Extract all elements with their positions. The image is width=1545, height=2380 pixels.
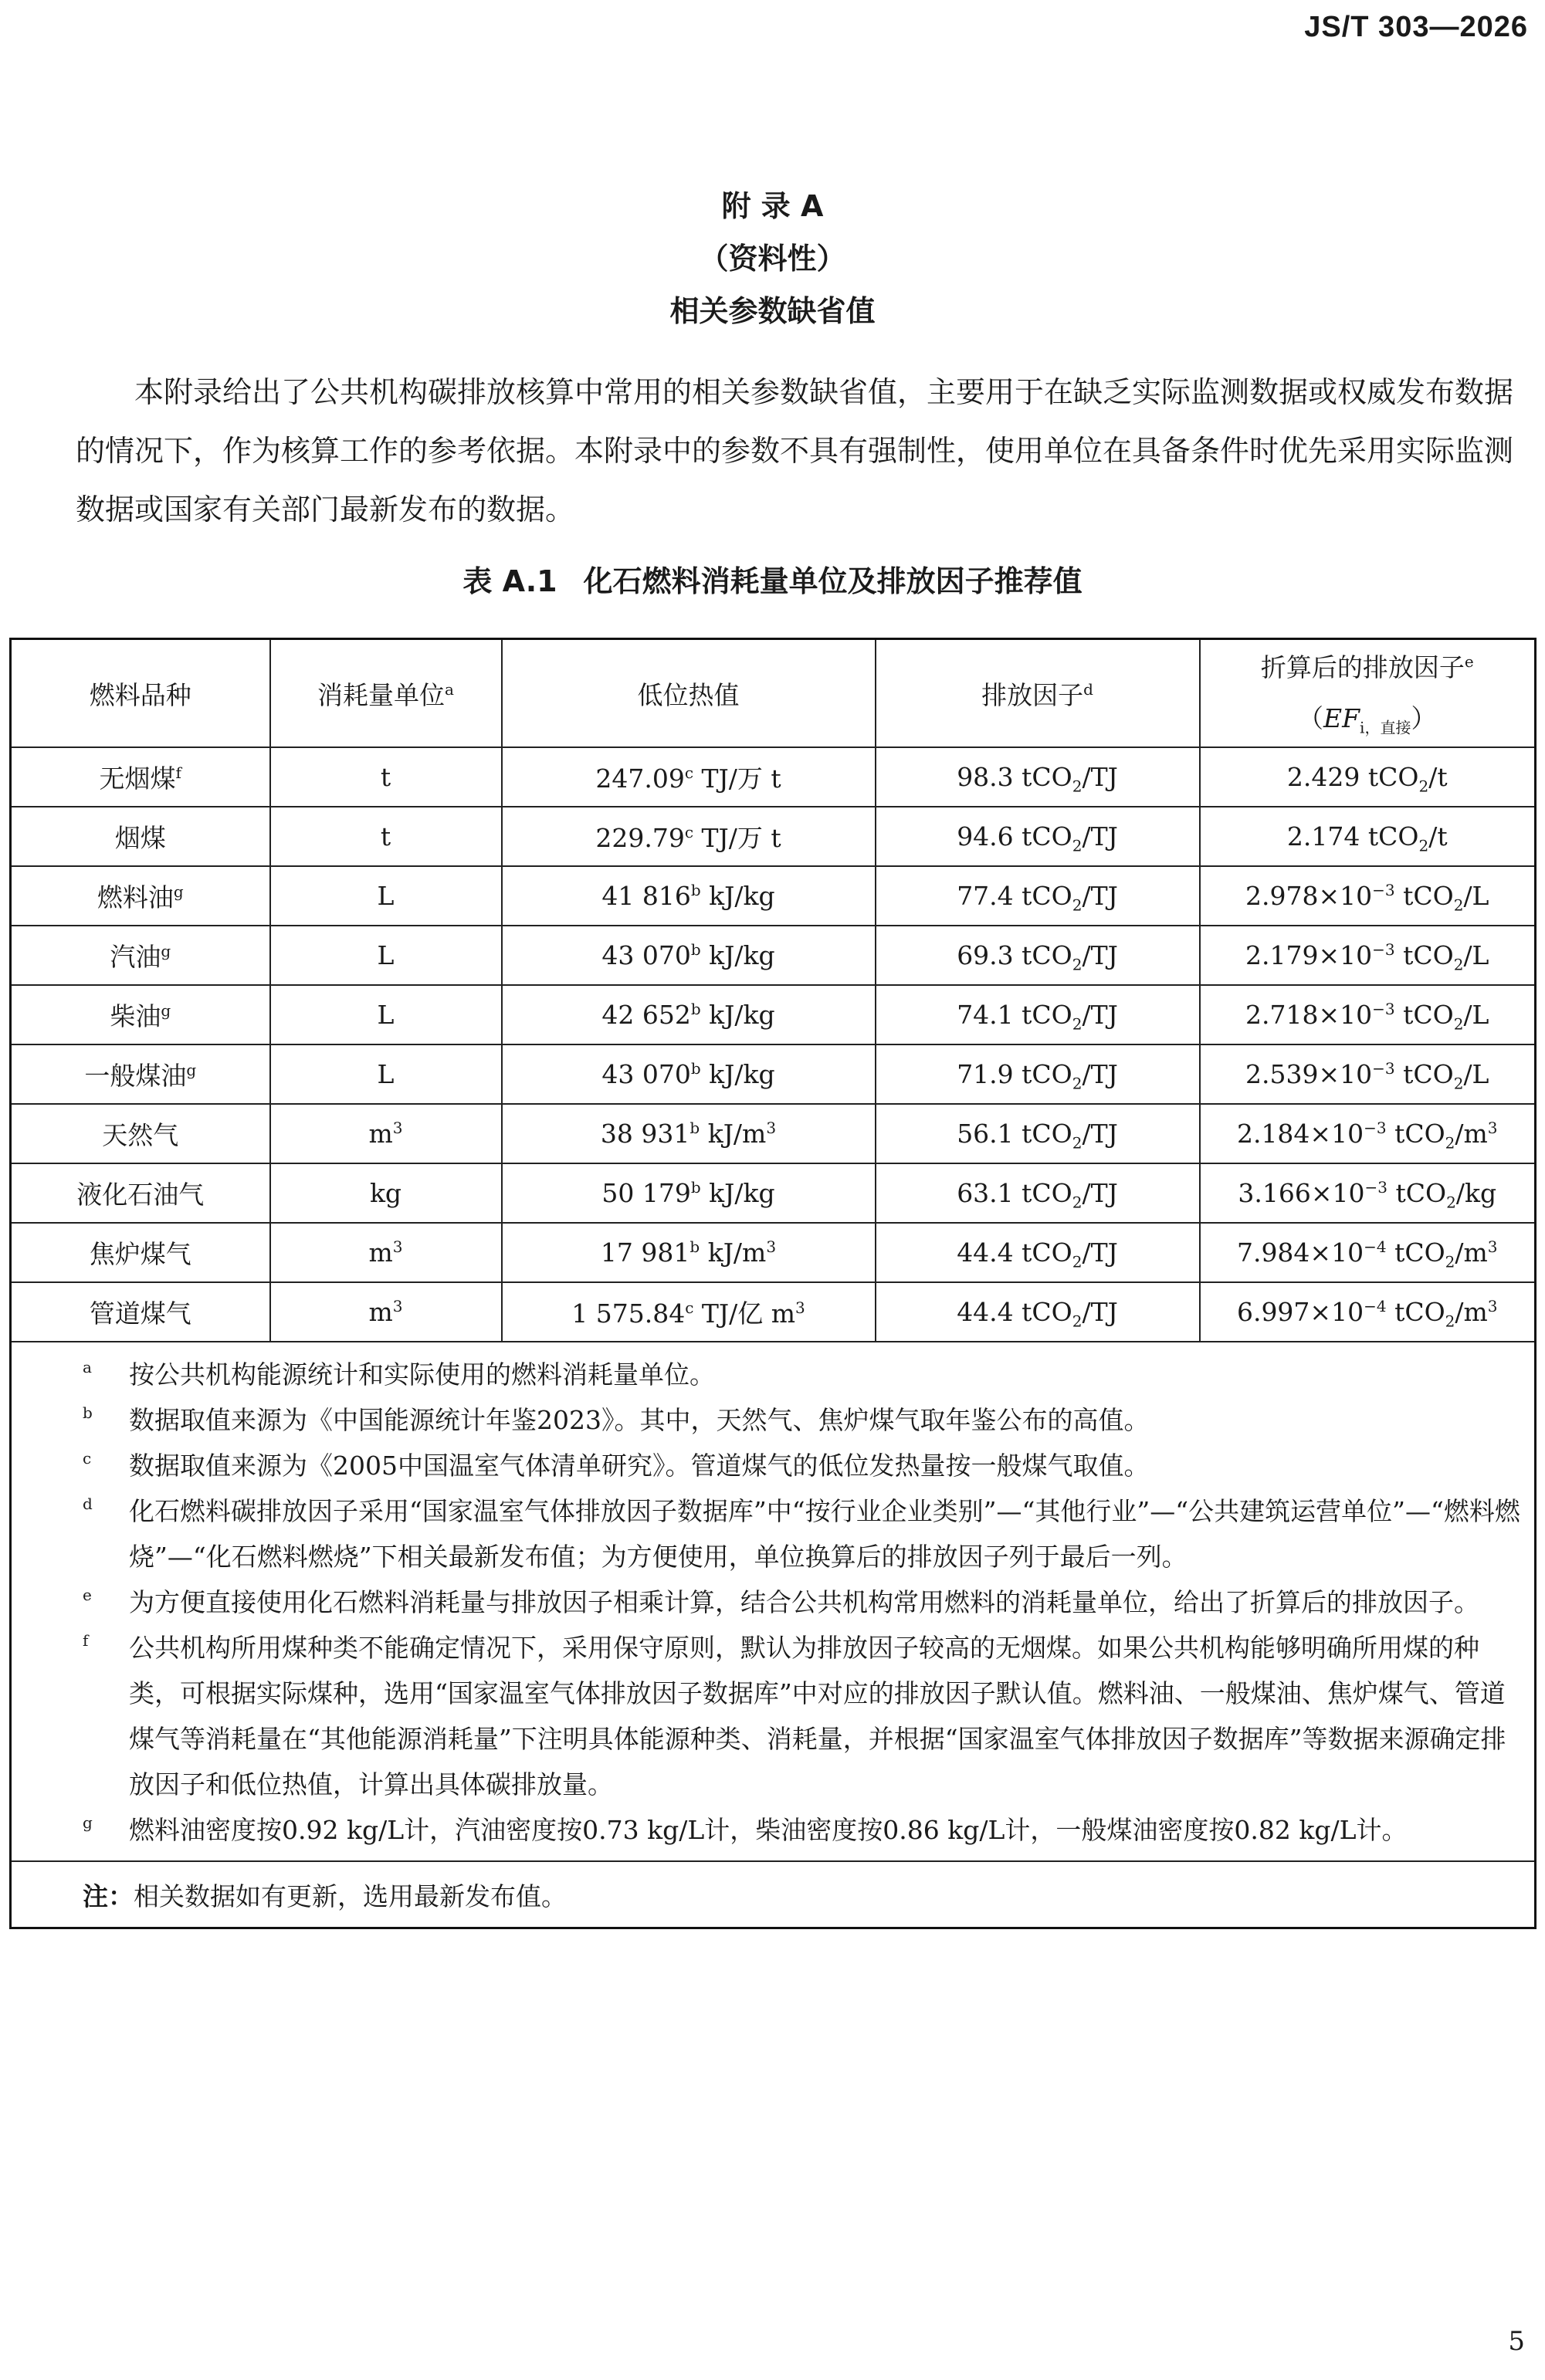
footnote xyxy=(12,1443,1534,1488)
footnote-mark: a xyxy=(83,1358,92,1376)
cell-converted-ef: $2.179\times 10^{-3}$ tCO$_2$/L xyxy=(1200,926,1536,985)
footnote xyxy=(12,1352,1534,1397)
cell-unit: L xyxy=(270,866,502,926)
header-unit: 消耗量单位$^a$ xyxy=(270,639,502,748)
footnote-mark: c xyxy=(83,1449,92,1468)
footnote-text: 数据取值来源为《中国能源统计年鉴2023》。其中，天然气、焦炉煤气取年鉴公布的高值。 xyxy=(129,1405,1150,1435)
cell-fuel: 液化石油气 xyxy=(11,1163,270,1223)
cell-unit: $m^3$ xyxy=(270,1223,502,1282)
appendix-type: （资料性） xyxy=(699,242,846,276)
cell-ncv: 1 575.84$^c$ TJ/亿 $m^3$ xyxy=(502,1282,876,1342)
cell-ef: 69.3 tCO$_2$/TJ xyxy=(876,926,1200,985)
cell-ncv: 43 070$^b$ kJ/kg xyxy=(502,1044,876,1104)
cell-converted-ef: $2.539\times 10^{-3}$ tCO$_2$/L xyxy=(1200,1044,1536,1104)
cell-converted-ef: 2.174 tCO$_2$/t xyxy=(1200,807,1536,866)
cell-unit: $m^3$ xyxy=(270,1282,502,1342)
cell-ef: 56.1 tCO$_2$/TJ xyxy=(876,1104,1200,1163)
cell-unit: t xyxy=(270,747,502,807)
cell-fuel: 燃料油$^g$ xyxy=(11,866,270,926)
cell-converted-ef: $6.997\times 10^{-4}$ $tCO_2/m^3$ xyxy=(1200,1282,1536,1342)
table-row xyxy=(11,747,1536,807)
table-row xyxy=(11,807,1536,866)
table-row xyxy=(11,1163,1536,1223)
footnote-mark: e xyxy=(83,1586,92,1604)
cell-ncv: 17 981$^b$ $kJ/m^3$ xyxy=(502,1223,876,1282)
cell-ef: 63.1 tCO$_2$/TJ xyxy=(876,1163,1200,1223)
cell-fuel: 天然气 xyxy=(11,1104,270,1163)
cell-converted-ef: $7.984\times 10^{-4}$ $tCO_2/m^3$ xyxy=(1200,1223,1536,1282)
cell-ef: 44.4 tCO$_2$/TJ xyxy=(876,1282,1200,1342)
table-row xyxy=(11,985,1536,1044)
footnote-mark: b xyxy=(83,1403,93,1422)
footnote-text: 为方便直接使用化石燃料消耗量与排放因子相乘计算，结合公共机构常用燃料的消耗量单位，给出了折算后的排放因子。 xyxy=(129,1587,1479,1617)
footnote-text: 公共机构所用煤种类不能确定情况下，采用保守原则，默认为排放因子较高的无烟煤。如果公共机构能够明确所用煤的种类，可根据实际煤种，选用“国家温室气体排放因子数据库”中对应的排放因子默认值。燃料油、一般煤油、焦炉煤气、管道煤气等消耗量在“其他能源消耗量”下注明具体能源种类、消耗量，并根据“国家温室气体排放因子数据库”等数据来源确定排放因子和低位热值，计算出具体碳排放量。 xyxy=(129,1633,1506,1799)
table-row xyxy=(11,1282,1536,1342)
cell-ncv: 43 070$^b$ kJ/kg xyxy=(502,926,876,985)
cell-ef: 98.3 tCO$_2$/TJ xyxy=(876,747,1200,807)
header-ncv: 低位热值 xyxy=(502,639,876,748)
note-row xyxy=(11,1861,1536,1928)
cell-ef: 77.4 tCO$_2$/TJ xyxy=(876,866,1200,926)
emission-factor-table xyxy=(9,638,1537,1929)
footnotes-row xyxy=(11,1342,1536,1861)
cell-ncv: 41 816$^b$ kJ/kg xyxy=(502,866,876,926)
table-number: 表 A.1 xyxy=(462,564,557,598)
appendix-subject: 相关参数缺省值 xyxy=(669,294,876,328)
footnote-text: 按公共机构能源统计和实际使用的燃料消耗量单位。 xyxy=(129,1359,715,1390)
cell-ef: 44.4 tCO$_2$/TJ xyxy=(876,1223,1200,1282)
cell-fuel: 汽油$^g$ xyxy=(11,926,270,985)
header-ef: 排放因子$^d$ xyxy=(876,639,1200,748)
cell-fuel: 焦炉煤气 xyxy=(11,1223,270,1282)
cell-ncv: 38 931$^b$ $kJ/m^3$ xyxy=(502,1104,876,1163)
appendix-title: 附 录 A xyxy=(721,189,824,223)
table-row xyxy=(11,866,1536,926)
cell-converted-ef: 2.429 tCO$_2$/t xyxy=(1200,747,1536,807)
cell-unit: $m^3$ xyxy=(270,1104,502,1163)
table-caption xyxy=(0,557,1545,600)
cell-ncv: 229.79$^c$ TJ/万 t xyxy=(502,807,876,866)
header-converted-ef: 折算后的排放因子$^e$ $(EF_{i,直接})$ xyxy=(1200,639,1536,748)
cell-unit: L xyxy=(270,985,502,1044)
cell-ef: 74.1 tCO$_2$/TJ xyxy=(876,985,1200,1044)
footnote xyxy=(12,1807,1534,1853)
intro-paragraph xyxy=(76,363,1527,539)
header-fuel: 燃料品种 xyxy=(11,639,270,748)
footnote-text: 化石燃料碳排放因子采用“国家温室气体排放因子数据库”中“按行业企业类别”—“其他行业”—“公共建筑运营单位”—“燃料燃烧”—“化石燃料燃烧”下相关最新发布值；为方便使用，单位换算后的排放因子列于最后一列。 xyxy=(129,1496,1520,1572)
cell-fuel: 一般煤油$^g$ xyxy=(11,1044,270,1104)
cell-converted-ef: $2.184\times 10^{-3}$ $tCO_2/m^3$ xyxy=(1200,1104,1536,1163)
footnote xyxy=(12,1625,1534,1807)
table-header-row xyxy=(11,639,1536,748)
table-row xyxy=(11,1223,1536,1282)
standard-code: JS/T 303—2026 xyxy=(1304,11,1528,43)
footnote-text: 燃料油密度按0.92 kg/L计，汽油密度按0.73 kg/L计，柴油密度按0.86 kg/L计，一般煤油密度按0.82 kg/L计。 xyxy=(129,1815,1408,1845)
footnote xyxy=(12,1488,1534,1579)
cell-ef: 71.9 tCO$_2$/TJ xyxy=(876,1044,1200,1104)
cell-ncv: 42 652$^b$ kJ/kg xyxy=(502,985,876,1044)
cell-ef: 94.6 tCO$_2$/TJ xyxy=(876,807,1200,866)
footnotes xyxy=(11,1342,1536,1861)
table-row xyxy=(11,1044,1536,1104)
intro-text: 本附录给出了公共机构碳排放核算中常用的相关参数缺省值，主要用于在缺乏实际监测数据或权威发布数据的情况下，作为核算工作的参考依据。本附录中的参数不具有强制性，使用单位在具备条件时优先采用实际监测数据或国家有关部门最新发布的数据。 xyxy=(76,375,1514,526)
footnote xyxy=(12,1579,1534,1625)
cell-fuel: 无烟煤$^f$ xyxy=(11,747,270,807)
cell-unit: kg xyxy=(270,1163,502,1223)
footnote-mark: d xyxy=(83,1495,93,1513)
cell-unit: L xyxy=(270,926,502,985)
cell-fuel: 管道煤气 xyxy=(11,1282,270,1342)
table-note: 注：相关数据如有更新，选用最新发布值。 xyxy=(11,1861,1536,1928)
cell-converted-ef: $2.978\times 10^{-3}$ tCO$_2$/L xyxy=(1200,866,1536,926)
page-number: 5 xyxy=(1508,2326,1525,2357)
footnote-text: 数据取值来源为《2005中国温室气体清单研究》。管道煤气的低位发热量按一般煤气取值。 xyxy=(129,1451,1150,1481)
table-row xyxy=(11,1104,1536,1163)
cell-fuel: 柴油$^g$ xyxy=(11,985,270,1044)
cell-unit: L xyxy=(270,1044,502,1104)
cell-ncv: 50 179$^b$ kJ/kg xyxy=(502,1163,876,1223)
cell-unit: t xyxy=(270,807,502,866)
footnote-mark: g xyxy=(83,1813,93,1832)
cell-converted-ef: $2.718\times 10^{-3}$ tCO$_2$/L xyxy=(1200,985,1536,1044)
cell-converted-ef: $3.166\times 10^{-3}$ tCO$_2$/kg xyxy=(1200,1163,1536,1223)
footnote-mark: f xyxy=(83,1631,89,1650)
table-row xyxy=(11,926,1536,985)
footnote xyxy=(12,1397,1534,1443)
cell-fuel: 烟煤 xyxy=(11,807,270,866)
table-title: 化石燃料消耗量单位及排放因子推荐值 xyxy=(583,564,1083,598)
cell-ncv: 247.09$^c$ TJ/万 t xyxy=(502,747,876,807)
